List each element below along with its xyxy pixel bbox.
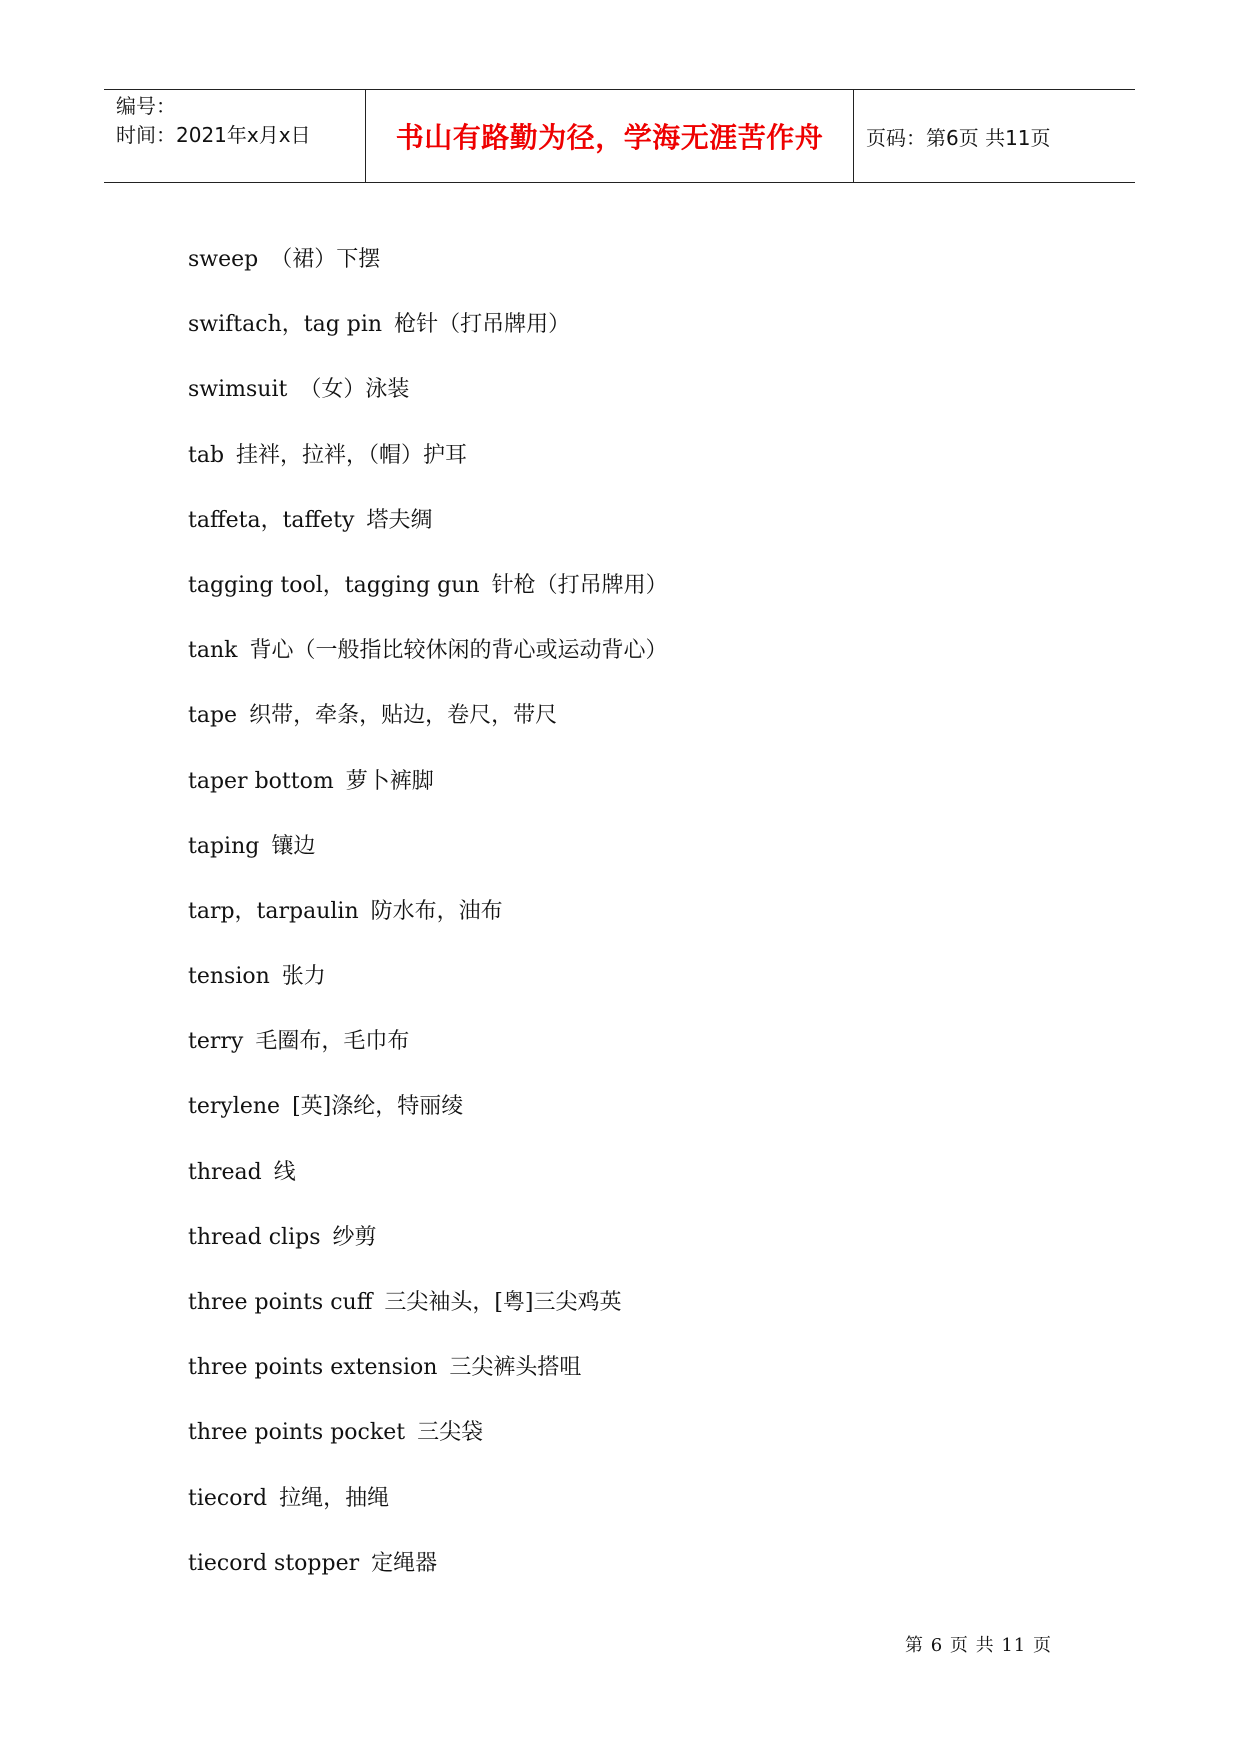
entry-meaning: 针枪（打吊牌用） — [491, 572, 668, 598]
entry-meaning: 枪针（打吊牌用） — [394, 312, 571, 338]
entry-term: tank — [188, 638, 238, 664]
entry-meaning: 镶边 — [271, 833, 316, 859]
header-meta — [104, 90, 366, 182]
header-motto: 书山有路勤为径，学海无涯苦作舟 — [366, 90, 854, 182]
entry-term: thread clips — [188, 1224, 321, 1250]
glossary-entry — [188, 440, 668, 505]
glossary-entry — [188, 635, 668, 700]
glossary-entry — [188, 1417, 668, 1482]
glossary-entry — [188, 1091, 668, 1156]
entry-meaning: 定绳器 — [371, 1550, 438, 1576]
header-page-label: 页码：第6页 共11页 — [866, 125, 1051, 150]
entry-term: three points pocket — [188, 1420, 406, 1446]
entry-meaning: 纱剪 — [332, 1224, 377, 1250]
entry-term: terry — [188, 1029, 244, 1055]
entry-term: tagging tool，tagging gun — [188, 572, 480, 598]
entry-meaning: [英]涤纶，特丽绫 — [292, 1094, 464, 1120]
entry-term: swimsuit — [188, 377, 288, 403]
glossary-list — [188, 244, 668, 1613]
page-header — [104, 89, 1135, 183]
entry-term: tension — [188, 964, 270, 990]
entry-meaning: 线 — [273, 1159, 296, 1185]
glossary-entry — [188, 766, 668, 831]
entry-meaning: 毛圈布，毛巾布 — [255, 1029, 410, 1055]
entry-meaning: 塔夫绸 — [366, 507, 433, 533]
entry-term: sweep — [188, 247, 259, 272]
glossary-entry — [188, 1287, 668, 1352]
serial-label: 编号： — [116, 94, 176, 118]
entry-meaning: 三尖裤头搭咀 — [449, 1355, 582, 1381]
glossary-entry — [188, 1157, 668, 1222]
entry-meaning: （裙）下摆 — [270, 247, 381, 272]
entry-term: tape — [188, 703, 238, 729]
page-footer: 第 6 页 共 11 页 — [905, 1635, 1052, 1656]
glossary-entry — [188, 244, 668, 309]
entry-term: taper bottom — [188, 768, 334, 794]
entry-term: taping — [188, 833, 260, 859]
entry-term: tiecord stopper — [188, 1550, 360, 1576]
glossary-entry — [188, 570, 668, 635]
glossary-entry — [188, 961, 668, 1026]
glossary-entry — [188, 1352, 668, 1417]
time-label: 时间：2021年x月x日 — [116, 123, 311, 147]
entry-term: swiftach，tag pin — [188, 312, 383, 338]
entry-meaning: 三尖袋 — [417, 1420, 484, 1446]
entry-meaning: 萝卜裤脚 — [345, 768, 434, 794]
entry-term: thread — [188, 1159, 262, 1185]
entry-term: terylene — [188, 1094, 281, 1120]
glossary-entry — [188, 1483, 668, 1548]
entry-meaning: 三尖袖头，[粤]三尖鸡英 — [384, 1290, 622, 1315]
glossary-entry — [188, 374, 668, 439]
glossary-entry — [188, 700, 668, 765]
entry-meaning: 织带，牵条，贴边，卷尺，带尺 — [249, 703, 558, 729]
glossary-entry — [188, 831, 668, 896]
glossary-entry — [188, 1026, 668, 1091]
entry-term: tab — [188, 442, 225, 468]
entry-term: taffeta，taffety — [188, 507, 355, 533]
entry-term: tiecord — [188, 1485, 268, 1511]
entry-term: tarp，tarpaulin — [188, 898, 359, 924]
glossary-entry — [188, 1222, 668, 1287]
entry-term: three points extension — [188, 1355, 438, 1381]
glossary-entry — [188, 505, 668, 570]
entry-meaning: 背心（一般指比较休闲的背心或运动背心） — [249, 638, 668, 664]
entry-meaning: （女）泳装 — [299, 377, 410, 403]
entry-meaning: 拉绳，抽绳 — [279, 1485, 390, 1511]
entry-term: three points cuff — [188, 1290, 373, 1315]
entry-meaning: 张力 — [281, 964, 326, 990]
entry-meaning: 挂袢，拉袢，（帽）护耳 — [236, 442, 468, 468]
glossary-entry — [188, 1548, 668, 1613]
entry-meaning: 防水布，油布 — [370, 898, 503, 924]
glossary-entry — [188, 309, 668, 374]
glossary-entry — [188, 896, 668, 961]
